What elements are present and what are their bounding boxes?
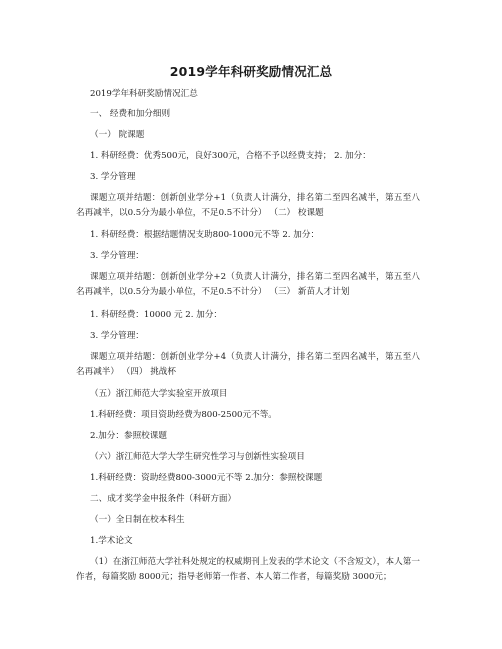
- section-heading: 二、成才奖学金申报条件（科研方面）: [90, 494, 237, 504]
- document-title: 2019学年科研奖励情况汇总: [169, 64, 333, 79]
- paragraph: 2.加分：参照校课题: [90, 431, 167, 441]
- paragraph: 3. 学分管理：: [90, 251, 144, 261]
- subsection-heading: （一）全日制在校本科生: [90, 515, 185, 525]
- subsection-heading: （六）浙江师范大学大学生研究性学习与创新性实验项目: [90, 452, 305, 462]
- paragraph: 1. 科研经费：根据结题情况支助800-1000元不等 2. 加分：: [90, 230, 320, 240]
- paragraph: 课题立项并结题：创新创业学分+2（负责人计满分，排名第二至四名减半，第五至八名再减半，以0.5分为最小单位，不足0.5不计分） （三） 新苗人才计划: [76, 272, 420, 297]
- paragraph: 1.科研经费：资助经费800-3000元不等 2.加分：参照校课题: [90, 473, 323, 483]
- subsection-heading: （一） 院课题: [90, 130, 145, 140]
- paragraph: 2019学年科研奖励情况汇总: [90, 89, 198, 99]
- paragraph: 3. 学分管理: [90, 172, 136, 182]
- paragraph: 1. 科研经费：10000 元 2. 加分：: [90, 310, 223, 320]
- paragraph: 3. 学分管理：: [90, 331, 144, 341]
- paragraph: 1.学术论文: [90, 536, 133, 546]
- section-heading: 一、 经费和加分细则: [90, 109, 171, 119]
- paragraph: 课题立项并结题：创新创业学分+1（负责人计满分，排名第二至四名减半，第五至八名再减半，以0.5分为最小单位，不足0.5不计分） （二） 校课题: [76, 193, 420, 218]
- paragraph: 课题立项并结题：创新创业学分+4（负责人计满分，排名第二至四名减半，第五至八名再减半） （四） 挑战杯: [76, 352, 420, 377]
- paragraph: 1.科研经费：项目资助经费为800-2500元不等。: [90, 410, 277, 420]
- paragraph: 1. 科研经费：优秀500元，良好300元，合格不予以经费支持； 2. 加分：: [90, 151, 371, 161]
- paragraph: （1）在浙江师范大学社科处规定的权威期刊上发表的学术论文（不含短文），本人第一作者，每篇奖励 8000元；指导老师第一作者、本人第二作者，每篇奖励 3000元；: [76, 557, 420, 582]
- subsection-heading: （五）浙江师范大学实验室开放项目: [90, 389, 228, 399]
